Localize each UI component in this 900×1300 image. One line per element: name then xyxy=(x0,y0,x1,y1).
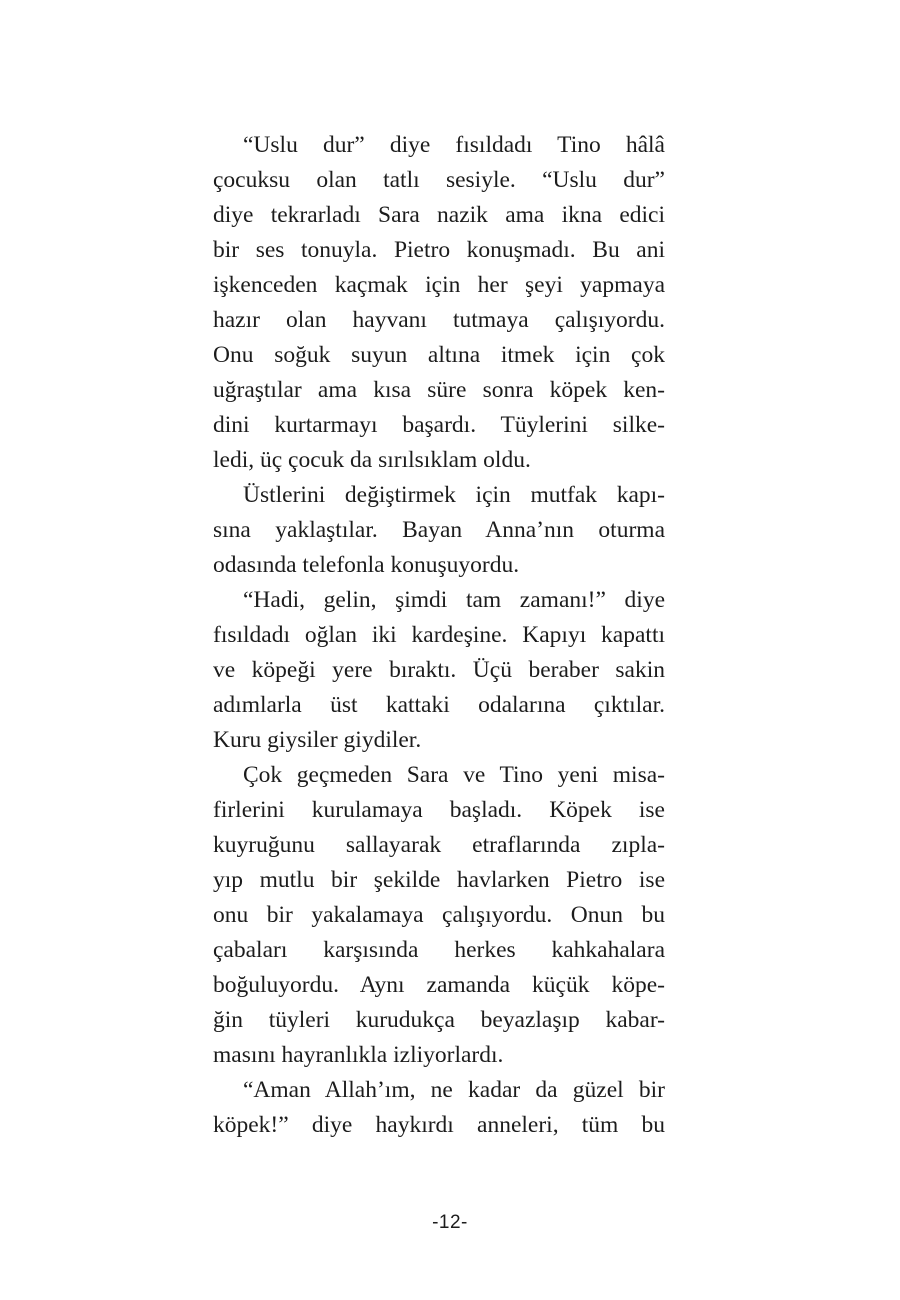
text-line: Üstlerini değiştirmek için mutfak kapı- xyxy=(243,482,665,508)
text-line: bir ses tonuyla. Pietro konuşmadı. Bu ani xyxy=(213,237,665,263)
text-line: işkenceden kaçmak için her şeyi yapmaya xyxy=(213,272,665,298)
text-line: çabaları karşısında herkes kahkahalara xyxy=(213,937,665,963)
text-line: yıp mutlu bir şekilde havlarken Pietro ise xyxy=(213,867,665,893)
text-line: dini kurtarmayı başardı. Tüylerini silke- xyxy=(213,412,665,438)
text-line: köpek!” diye haykırdı anneleri, tüm bu xyxy=(213,1112,665,1138)
text-line: çocuksu olan tatlı sesiyle. “Uslu dur” xyxy=(213,167,665,193)
text-line: “Aman Allah’ım, ne kadar da güzel bir xyxy=(243,1077,665,1103)
body-text xyxy=(213,128,665,1143)
text-line: masını hayranlıkla izliyorlardı. xyxy=(213,1042,504,1068)
text-line: ledi, üç çocuk da sırılsıklam oldu. xyxy=(213,447,531,473)
text-line: sına yaklaştılar. Bayan Anna’nın oturma xyxy=(213,517,665,543)
page-number: -12- xyxy=(432,1212,468,1233)
text-line: firlerini kurulamaya başladı. Köpek ise xyxy=(213,797,665,823)
text-line: “Hadi, gelin, şimdi tam zamanı!” diye xyxy=(243,587,665,613)
text-line: hazır olan hayvanı tutmaya çalışıyordu. xyxy=(213,307,665,333)
text-line: uğraştılar ama kısa süre sonra köpek ken- xyxy=(213,377,665,403)
text-line: Onu soğuk suyun altına itmek için çok xyxy=(213,342,665,368)
text-line: Kuru giysiler giydiler. xyxy=(213,727,422,753)
text-line: onu bir yakalamaya çalışıyordu. Onun bu xyxy=(213,902,665,928)
text-line: boğuluyordu. Aynı zamanda küçük köpe- xyxy=(213,972,665,998)
text-line: odasında telefonla konuşuyordu. xyxy=(213,552,520,578)
text-line: ve köpeği yere bıraktı. Üçü beraber sakin xyxy=(213,657,665,683)
text-line: ğin tüyleri kurudukça beyazlaşıp kabar- xyxy=(213,1007,665,1033)
text-line: kuyruğunu sallayarak etraflarında zıpla- xyxy=(213,832,665,858)
text-line: adımlarla üst kattaki odalarına çıktılar. xyxy=(213,692,665,718)
text-line: fısıldadı oğlan iki kardeşine. Kapıyı kapattı xyxy=(213,622,665,648)
book-page-body xyxy=(213,128,665,1143)
text-line: Çok geçmeden Sara ve Tino yeni misa- xyxy=(243,762,665,788)
text-line: diye tekrarladı Sara nazik ama ikna edici xyxy=(213,202,665,228)
text-line: “Uslu dur” diye fısıldadı Tino hâlâ xyxy=(243,132,665,158)
